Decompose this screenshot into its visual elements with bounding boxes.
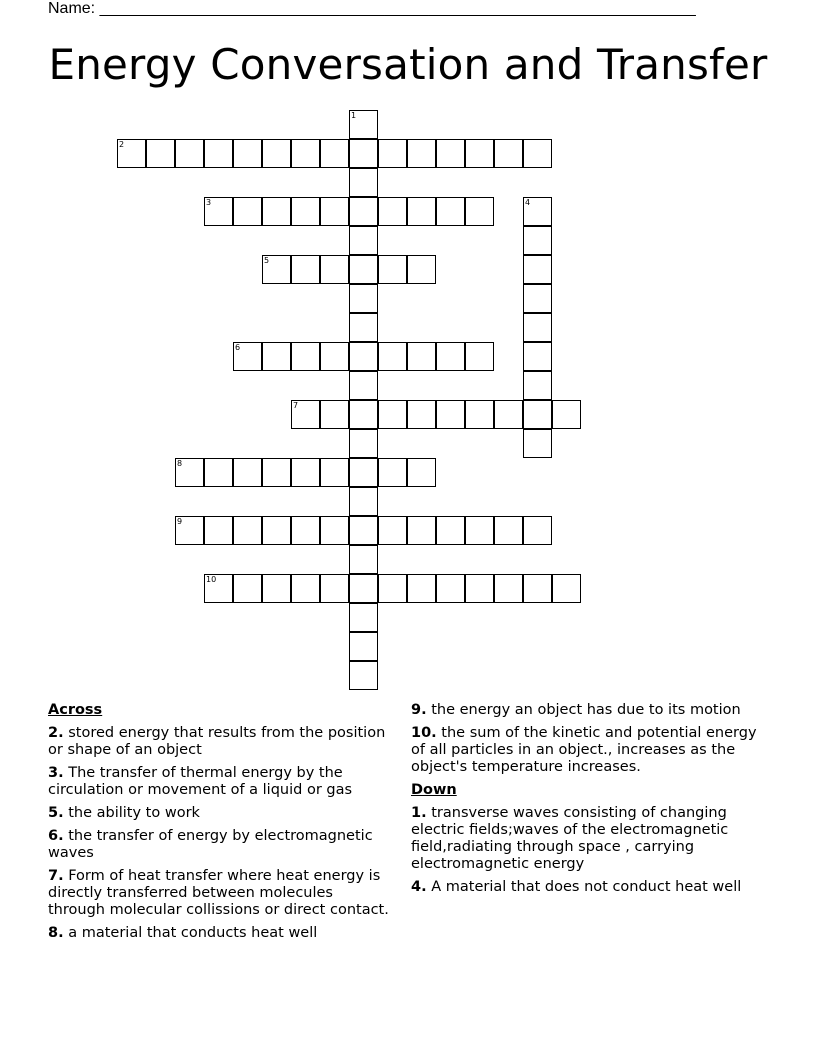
crossword-cell[interactable] — [291, 516, 320, 545]
crossword-cell[interactable] — [262, 574, 291, 603]
crossword-cell[interactable] — [262, 197, 291, 226]
crossword-cell[interactable] — [262, 516, 291, 545]
clue-number: 10. — [411, 725, 437, 741]
crossword-cell[interactable] — [552, 574, 581, 603]
clue-across-2 — [48, 725, 393, 759]
crossword-cell[interactable] — [378, 342, 407, 371]
crossword-cell[interactable] — [465, 574, 494, 603]
cell-number: 2 — [119, 140, 125, 149]
clue-across-7 — [48, 868, 393, 919]
crossword-cell[interactable] — [233, 139, 262, 168]
crossword-cell[interactable] — [465, 139, 494, 168]
crossword-cell[interactable] — [349, 516, 378, 545]
cell-number: 1 — [351, 111, 357, 120]
crossword-cell[interactable] — [349, 139, 378, 168]
crossword-cell[interactable] — [349, 255, 378, 284]
crossword-cell[interactable] — [233, 574, 262, 603]
crossword-cell[interactable] — [175, 458, 204, 487]
crossword-cell[interactable] — [523, 313, 552, 342]
clue-text: the ability to work — [68, 805, 200, 821]
crossword-cell[interactable] — [233, 458, 262, 487]
crossword-cell[interactable] — [320, 197, 349, 226]
crossword-cell[interactable] — [465, 516, 494, 545]
clue-number: 2. — [48, 725, 64, 741]
clue-text: the transfer of energy by electromagnetic waves — [48, 828, 373, 861]
clue-down-4 — [411, 879, 771, 896]
crossword-cell[interactable] — [349, 545, 378, 574]
crossword-cell[interactable] — [378, 458, 407, 487]
crossword-cell[interactable] — [291, 400, 320, 429]
crossword-cell[interactable] — [175, 516, 204, 545]
crossword-cell[interactable] — [349, 429, 378, 458]
crossword-cell[interactable] — [146, 139, 175, 168]
crossword-cell[interactable] — [291, 139, 320, 168]
crossword-cell[interactable] — [523, 400, 552, 429]
crossword-cell[interactable] — [320, 458, 349, 487]
crossword-cell[interactable] — [407, 516, 436, 545]
name-field-label[interactable]: Name: ___________________________________________________________________ — [48, 0, 696, 17]
crossword-cell[interactable] — [233, 342, 262, 371]
clue-across-8 — [48, 925, 393, 942]
crossword-cell[interactable] — [320, 574, 349, 603]
crossword-cell[interactable] — [465, 342, 494, 371]
crossword-cell[interactable] — [204, 574, 233, 603]
crossword-cell[interactable] — [378, 255, 407, 284]
crossword-cell[interactable] — [349, 487, 378, 516]
crossword-cell[interactable] — [349, 603, 378, 632]
clue-across-6 — [48, 828, 393, 862]
across-heading: Across — [48, 702, 103, 718]
clue-text: transverse waves consisting of changing electric fields;waves of the electromagnetic field,radiating through space , carrying electromagnetic energy — [411, 805, 729, 872]
clue-across-3 — [48, 765, 393, 799]
crossword-cell[interactable] — [291, 197, 320, 226]
crossword-cell[interactable] — [523, 284, 552, 313]
crossword-cell[interactable] — [117, 139, 146, 168]
crossword-cell[interactable] — [291, 458, 320, 487]
crossword-cell[interactable] — [349, 400, 378, 429]
clue-text: the sum of the kinetic and potential energy of all particles in an object., increases as the object's temperature increases. — [411, 725, 757, 775]
crossword-cell[interactable] — [204, 197, 233, 226]
clue-across-10 — [411, 725, 771, 776]
cell-number: 7 — [293, 401, 299, 410]
crossword-cell[interactable] — [523, 226, 552, 255]
cell-number: 8 — [177, 459, 183, 468]
cell-number: 3 — [206, 198, 212, 207]
crossword-cell[interactable] — [349, 168, 378, 197]
crossword-cell[interactable] — [378, 574, 407, 603]
crossword-cell[interactable] — [262, 458, 291, 487]
crossword-cell[interactable] — [349, 342, 378, 371]
crossword-cell[interactable] — [320, 342, 349, 371]
clue-text: Form of heat transfer where heat energy is directly transferred between molecules through molecular collissions or direct contact. — [48, 868, 389, 918]
crossword-cell[interactable] — [349, 632, 378, 661]
clues-right-column — [411, 702, 771, 902]
crossword-cell[interactable] — [320, 400, 349, 429]
clue-number: 3. — [48, 765, 64, 781]
crossword-cell[interactable] — [523, 342, 552, 371]
crossword-cell[interactable] — [523, 255, 552, 284]
crossword-cell[interactable] — [175, 139, 204, 168]
crossword-cell[interactable] — [349, 313, 378, 342]
crossword-cell[interactable] — [378, 400, 407, 429]
crossword-cell[interactable] — [349, 110, 378, 139]
crossword-cell[interactable] — [378, 197, 407, 226]
crossword-cell[interactable] — [407, 574, 436, 603]
clue-number: 7. — [48, 868, 64, 884]
crossword-cell[interactable] — [378, 516, 407, 545]
crossword-cell[interactable] — [407, 255, 436, 284]
crossword-cell[interactable] — [523, 139, 552, 168]
crossword-cell[interactable] — [204, 139, 233, 168]
clue-text: A material that does not conduct heat well — [431, 879, 742, 895]
crossword-cell[interactable] — [320, 516, 349, 545]
crossword-cell[interactable] — [436, 400, 465, 429]
crossword-cell[interactable] — [523, 429, 552, 458]
crossword-cell[interactable] — [204, 516, 233, 545]
crossword-cell[interactable] — [349, 226, 378, 255]
clue-number: 1. — [411, 805, 427, 821]
down-heading: Down — [411, 782, 457, 798]
cell-number: 4 — [525, 198, 531, 207]
crossword-cell[interactable] — [436, 139, 465, 168]
crossword-cell[interactable] — [349, 371, 378, 400]
cell-number: 10 — [206, 575, 217, 584]
crossword-cell[interactable] — [523, 197, 552, 226]
crossword-cell[interactable] — [407, 400, 436, 429]
crossword-cell[interactable] — [407, 139, 436, 168]
crossword-cell[interactable] — [407, 458, 436, 487]
crossword-cell[interactable] — [494, 516, 523, 545]
crossword-cell[interactable] — [494, 400, 523, 429]
crossword-cell[interactable] — [349, 574, 378, 603]
crossword-cell[interactable] — [262, 139, 291, 168]
crossword-cell[interactable] — [349, 458, 378, 487]
crossword-cell[interactable] — [262, 255, 291, 284]
clue-number: 5. — [48, 805, 64, 821]
clues-left-column — [48, 702, 393, 948]
crossword-cell[interactable] — [378, 139, 407, 168]
crossword-cell[interactable] — [291, 342, 320, 371]
puzzle-title: Energy Conversation and Transfer — [48, 40, 768, 89]
crossword-cell[interactable] — [436, 574, 465, 603]
crossword-cell[interactable] — [465, 197, 494, 226]
crossword-cell[interactable] — [436, 516, 465, 545]
crossword-cell[interactable] — [436, 197, 465, 226]
crossword-cell[interactable] — [523, 371, 552, 400]
cell-number: 9 — [177, 517, 183, 526]
crossword-cell[interactable] — [349, 197, 378, 226]
clue-text: the energy an object has due to its motion — [431, 702, 741, 718]
crossword-cell[interactable] — [523, 516, 552, 545]
crossword-cell[interactable] — [320, 255, 349, 284]
clue-text: a material that conducts heat well — [68, 925, 318, 941]
crossword-cell[interactable] — [349, 661, 378, 690]
clue-number: 4. — [411, 879, 427, 895]
crossword-cell[interactable] — [233, 516, 262, 545]
crossword-cell[interactable] — [407, 342, 436, 371]
clue-text: The transfer of thermal energy by the circulation or movement of a liquid or gas — [48, 765, 353, 798]
crossword-cell[interactable] — [291, 255, 320, 284]
crossword-cell[interactable] — [291, 574, 320, 603]
crossword-cell[interactable] — [349, 284, 378, 313]
crossword-cell[interactable] — [233, 197, 262, 226]
crossword-cell[interactable] — [465, 400, 494, 429]
clue-number: 9. — [411, 702, 427, 718]
cell-number: 5 — [264, 256, 270, 265]
clue-text: stored energy that results from the position or shape of an object — [48, 725, 386, 758]
clue-number: 6. — [48, 828, 64, 844]
crossword-cell[interactable] — [436, 342, 465, 371]
crossword-cell[interactable] — [552, 400, 581, 429]
crossword-cell[interactable] — [494, 139, 523, 168]
crossword-cell[interactable] — [320, 139, 349, 168]
crossword-cell[interactable] — [407, 197, 436, 226]
crossword-cell[interactable] — [204, 458, 233, 487]
clue-number: 8. — [48, 925, 64, 941]
clue-across-5 — [48, 805, 393, 822]
crossword-cell[interactable] — [262, 342, 291, 371]
crossword-cell[interactable] — [494, 574, 523, 603]
clue-down-1 — [411, 805, 771, 873]
clue-across-9 — [411, 702, 771, 719]
crossword-cell[interactable] — [523, 574, 552, 603]
cell-number: 6 — [235, 343, 241, 352]
